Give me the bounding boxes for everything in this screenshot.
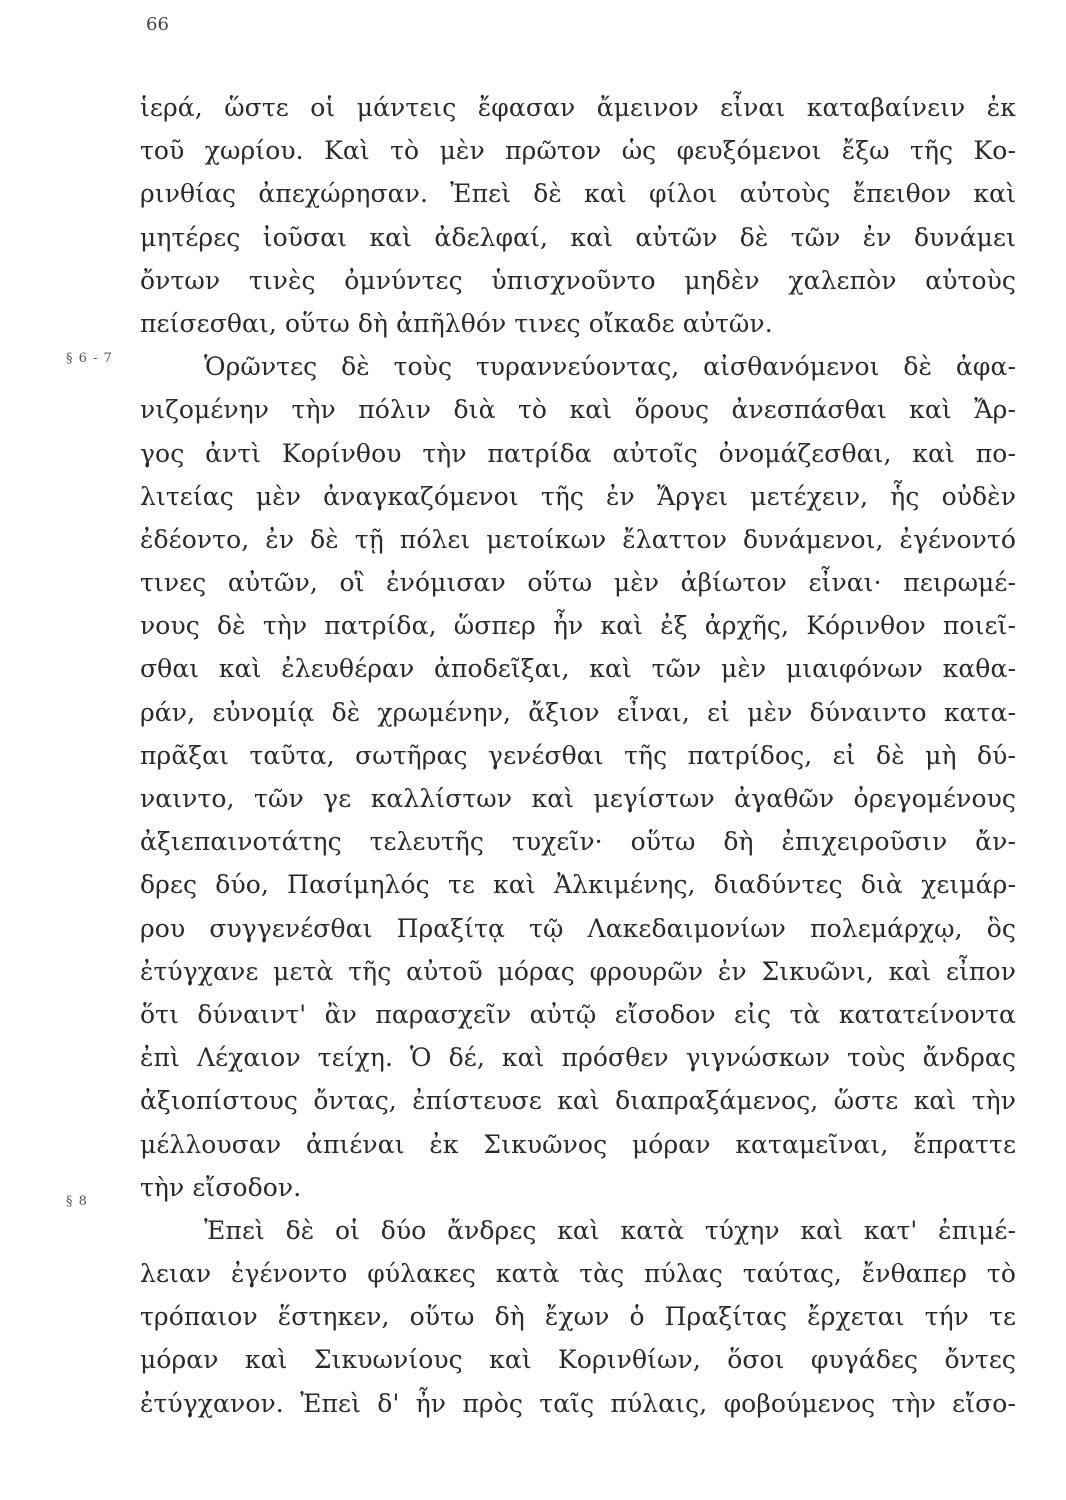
text-line: ἐτύγχανον. Ἐπεὶ δ' ἦν πρὸς ταῖς πύλαις, φοβούμενος τὴν εἴσο-: [140, 1388, 1016, 1418]
text-line: νιζομένην τὴν πόλιν διὰ τὸ καὶ ὅρους ἀνεσπάσθαι καὶ Ἄρ-: [140, 395, 1016, 425]
text-line: ρου συγγενέσθαι Πραξίτᾳ τῷ Λακεδαιμονίων πολεμάρχῳ, ὃς: [140, 913, 1016, 943]
text-line: μητέρες ἰοῦσαι καὶ ἀδελφαί, καὶ αὐτῶν δὲ τῶν ἐν δυνάμει: [140, 222, 1016, 252]
text-line: Ὁρῶντες δὲ τοὺς τυραννεύοντας, αἰσθανόμενοι δὲ ἀφα-: [204, 352, 1016, 382]
text-line: ἐπὶ Λέχαιον τείχη. Ὁ δέ, καὶ πρόσθεν γιγνώσκων τοὺς ἄνδρας: [140, 1043, 1016, 1073]
text-line: τρόπαιον ἕστηκεν, οὕτω δὴ ἔχων ὁ Πραξίτας ἔρχεται τήν τε: [140, 1302, 1016, 1332]
margin-note-section-6-7: § 6 - 7: [66, 351, 113, 366]
text-line: πρᾶξαι ταῦτα, σωτῆρας γενέσθαι τῆς πατρίδος, εἰ δὲ μὴ δύ-: [140, 740, 1016, 770]
text-line: ἱερά, ὥστε οἱ μάντεις ἔφασαν ἄμεινον εἶναι καταβαίνειν ἐκ: [140, 93, 1016, 122]
text-line: δρες δύο, Πασίμηλός τε καὶ Ἀλκιμένης, διαδύντες διὰ χειμάρ-: [140, 870, 1016, 900]
text-line: ὅτι δύναιντ' ἂν παρασχεῖν αὐτῷ εἴσοδον εἰς τὰ κατατείνοντα: [140, 999, 1016, 1029]
text-line: τοῦ χωρίου. Καὶ τὸ μὲν πρῶτον ὡς φευξόμενοι ἔξω τῆς Κο-: [140, 136, 1016, 166]
text-line: ἐτύγχανε μετὰ τῆς αὐτοῦ μόρας φρουρῶν ἐν Σικυῶνι, καὶ εἶπον: [140, 956, 1016, 986]
text-line: λειαν ἐγένοντο φύλακες κατὰ τὰς πύλας ταύτας, ἔνθαπερ τὸ: [140, 1259, 1016, 1289]
text-line: μόραν καὶ Σικυωνίους καὶ Κορινθίων, ὅσοι φυγάδες ὄντες: [140, 1345, 1016, 1375]
text-line: λιτείας μὲν ἀναγκαζόμενοι τῆς ἐν Ἄργει μετέχειν, ἧς οὐδὲν: [140, 481, 1016, 511]
text-line: νους δὲ τὴν πατρίδα, ὥσπερ ἦν καὶ ἐξ ἀρχῆς, Κόρινθον ποιεῖ-: [140, 611, 1016, 641]
text-line: μέλλουσαν ἀπιέναι ἐκ Σικυῶνος μόραν καταμεῖναι, ἔπραττε: [140, 1129, 1016, 1159]
text-line: ὄντων τινὲς ὀμνύντες ὑπισχνοῦντο μηδὲν χαλεπὸν αὐτοὺς: [140, 265, 1016, 295]
text-line: γος ἀντὶ Κορίνθου τὴν πατρίδα αὐτοῖς ὀνομάζεσθαι, καὶ πο-: [140, 438, 1016, 468]
text-line: τινες αὐτῶν, οἳ ἐνόμισαν οὕτω μὲν ἀβίωτον εἶναι· πειρωμέ-: [140, 568, 1016, 598]
text-line: ἀξιεπαινοτάτης τελευτῆς τυχεῖν· οὕτω δὴ ἐπιχειροῦσιν ἄν-: [140, 827, 1016, 857]
text-line: τὴν εἴσοδον.: [140, 1172, 302, 1202]
page-number: 66: [146, 14, 169, 35]
text-line: ἀξιοπίστους ὄντας, ἐπίστευσε καὶ διαπραξάμενος, ὥστε καὶ τὴν: [140, 1086, 1016, 1116]
text-line: ναιντο, τῶν γε καλλίστων καὶ μεγίστων ἀγαθῶν ὀρεγομένους: [140, 784, 1016, 813]
margin-note-section-8: § 8: [66, 1194, 88, 1209]
main-text: [140, 86, 1016, 1425]
text-line: Ἐπεὶ δὲ οἱ δύο ἄνδρες καὶ κατὰ τύχην καὶ κατ' ἐπιμέ-: [204, 1215, 1016, 1245]
text-line: σθαι καὶ ἐλευθέραν ἀποδεῖξαι, καὶ τῶν μὲν μιαιφόνων καθα-: [140, 654, 1016, 684]
text-line: πείσεσθαι, οὕτω δὴ ἀπῆλθόν τινες οἴκαδε αὐτῶν.: [140, 308, 773, 338]
text-line: ἐδέοντο, ἐν δὲ τῇ πόλει μετοίκων ἔλαττον δυνάμενοι, ἐγένοντό: [140, 524, 1016, 554]
text-line: ρινθίας ἀπεχώρησαν. Ἐπεὶ δὲ καὶ φίλοι αὐτοὺς ἔπειθον καὶ: [140, 179, 1016, 209]
text-line: ράν, εὐνομίᾳ δὲ χρωμένην, ἄξιον εἶναι, εἰ μὲν δύναιντο κατα-: [140, 697, 1016, 727]
